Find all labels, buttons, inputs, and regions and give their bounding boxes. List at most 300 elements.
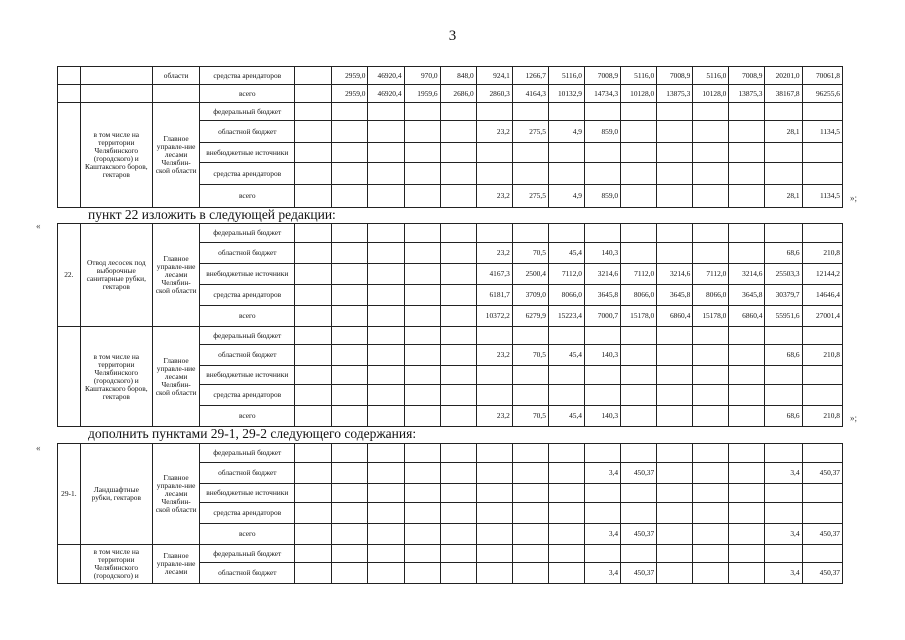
table-cell <box>476 524 512 545</box>
table-cell: 3645,8 <box>585 285 621 306</box>
table-cell <box>295 524 332 545</box>
table-cell: 3709,0 <box>512 285 548 306</box>
table-cell <box>368 345 404 366</box>
table-cell: 3,4 <box>765 463 802 484</box>
table-cell: 28,1 <box>765 121 802 143</box>
table-cell <box>693 444 729 463</box>
table-cell <box>621 545 657 563</box>
table-cell <box>729 563 765 584</box>
table-cell <box>295 121 332 143</box>
table-cell <box>440 285 476 306</box>
table-cell <box>765 366 802 385</box>
table-cell: 70,5 <box>512 345 548 366</box>
table-cell <box>657 503 693 524</box>
table-cell <box>585 503 621 524</box>
table-cell <box>693 345 729 366</box>
table-cell: 859,0 <box>585 185 621 208</box>
table-cell <box>295 545 332 563</box>
table-cell <box>332 345 368 366</box>
table-cell: 275,5 <box>512 185 548 208</box>
table-cell <box>729 444 765 463</box>
table-cell <box>476 444 512 463</box>
table-cell <box>440 545 476 563</box>
table-cell <box>657 143 693 163</box>
table-cell <box>802 327 842 345</box>
table-cell: 23,2 <box>476 243 512 264</box>
funding-source: средства арендаторов <box>200 285 295 306</box>
table-cell: 2860,3 <box>476 85 512 103</box>
table-cell <box>693 503 729 524</box>
table-cell <box>729 463 765 484</box>
table-cell: 1134,5 <box>802 121 842 143</box>
table-cell <box>404 444 440 463</box>
table-cell: 55951,6 <box>765 306 802 327</box>
table-cell: 10128,0 <box>621 85 657 103</box>
table-cell <box>729 385 765 406</box>
table-cell <box>404 524 440 545</box>
table-cell: 1959,6 <box>404 85 440 103</box>
table-cell <box>548 224 584 243</box>
table-cell <box>621 406 657 427</box>
table-cell: 450,37 <box>621 563 657 584</box>
table-cell <box>476 385 512 406</box>
table-cell: 70061,8 <box>802 67 842 85</box>
funding-source: областной бюджет <box>200 345 295 366</box>
table-cell <box>657 345 693 366</box>
table-cell <box>332 185 368 208</box>
table-cell: 3,4 <box>765 524 802 545</box>
table-cell <box>368 563 404 584</box>
table-cell: 23,2 <box>476 121 512 143</box>
table-cell: 45,4 <box>548 243 584 264</box>
table-cell <box>693 484 729 503</box>
table-cell <box>621 484 657 503</box>
table-cell <box>657 121 693 143</box>
table-cell: 3,4 <box>585 524 621 545</box>
funding-source: областной бюджет <box>200 243 295 264</box>
table-cell: 96255,6 <box>802 85 842 103</box>
funding-source: средства арендаторов <box>200 67 295 85</box>
table-cell: 210,8 <box>802 345 842 366</box>
funding-source: областной бюджет <box>200 463 295 484</box>
table-cell <box>765 103 802 121</box>
table-cell: 6181,7 <box>476 285 512 306</box>
table-cell <box>476 563 512 584</box>
table-cell: 2959,0 <box>332 85 368 103</box>
table-cell <box>295 463 332 484</box>
table-cell <box>512 103 548 121</box>
table-row <box>58 444 843 463</box>
table-cell <box>476 545 512 563</box>
table-cell: 450,37 <box>621 524 657 545</box>
table-cell <box>621 366 657 385</box>
table-cell <box>404 285 440 306</box>
table-cell <box>512 224 548 243</box>
table-cell: 15178,0 <box>621 306 657 327</box>
table-cell: 3214,6 <box>585 264 621 285</box>
table-cell: 45,4 <box>548 406 584 427</box>
funding-source: федеральный бюджет <box>200 103 295 121</box>
table-cell <box>657 385 693 406</box>
table-cell <box>476 103 512 121</box>
table-cell: 3,4 <box>585 563 621 584</box>
table-cell <box>621 121 657 143</box>
table-cell: 3,4 <box>585 463 621 484</box>
table-cell: 45,4 <box>548 345 584 366</box>
table-cell: 450,37 <box>621 463 657 484</box>
executor <box>152 85 199 103</box>
table-cell <box>404 366 440 385</box>
table-cell <box>512 563 548 584</box>
table-cell <box>548 385 584 406</box>
amendment-note-22: пункт 22 изложить в следующей редакции: <box>88 207 336 222</box>
table-cell <box>621 327 657 345</box>
table-cell <box>548 545 584 563</box>
table-cell <box>621 385 657 406</box>
table-cell: 1266,7 <box>512 67 548 85</box>
executor: Главное управле-ние лесами <box>152 545 199 584</box>
table-cell <box>368 306 404 327</box>
table-cell: 38167,8 <box>765 85 802 103</box>
table-cell <box>440 264 476 285</box>
quote-mark: « <box>36 443 41 453</box>
funding-source: всего <box>200 306 295 327</box>
funding-source: средства арендаторов <box>200 503 295 524</box>
activity-name: в том числе на территории Челябинского (городского) и Каштакского боров, гектаров <box>80 103 152 208</box>
table-cell <box>548 366 584 385</box>
table-cell <box>295 67 332 85</box>
table-cell <box>440 121 476 143</box>
table-cell: 13875,3 <box>657 85 693 103</box>
row-number: 22. <box>58 224 81 327</box>
table-cell <box>295 103 332 121</box>
table-cell <box>368 224 404 243</box>
table-cell <box>621 224 657 243</box>
table-cell: 70,5 <box>512 243 548 264</box>
table-cell: 7000,7 <box>585 306 621 327</box>
table-cell <box>295 185 332 208</box>
table-cell <box>765 143 802 163</box>
table-cell <box>585 545 621 563</box>
table-cell <box>404 503 440 524</box>
funding-source: внебюджетные источники <box>200 366 295 385</box>
table-cell <box>332 503 368 524</box>
table-cell: 1134,5 <box>802 185 842 208</box>
table-cell <box>476 463 512 484</box>
table-cell: 2500,4 <box>512 264 548 285</box>
table-cell <box>548 163 584 185</box>
table-cell <box>332 385 368 406</box>
table-cell <box>765 327 802 345</box>
table-cell: 14734,3 <box>585 85 621 103</box>
table-cell <box>621 103 657 121</box>
table-cell <box>368 121 404 143</box>
executor: Главное управле-ние лесами Челябин-ской области <box>152 327 199 427</box>
table-cell: 20201,0 <box>765 67 802 85</box>
funding-source: областной бюджет <box>200 563 295 584</box>
table-cell <box>476 327 512 345</box>
table-cell: 15223,4 <box>548 306 584 327</box>
executor: Главное управле-ние лесами Челябин-ской области <box>152 444 199 545</box>
table-cell <box>368 285 404 306</box>
table-cell <box>440 185 476 208</box>
table-cell <box>295 484 332 503</box>
table-cell <box>657 185 693 208</box>
table-cell <box>404 185 440 208</box>
table-cell <box>332 224 368 243</box>
table-cell <box>368 163 404 185</box>
activity-name <box>80 85 152 103</box>
table-cell <box>332 484 368 503</box>
table-cell <box>657 243 693 264</box>
table-part-1 <box>57 66 843 208</box>
table-cell <box>404 327 440 345</box>
table-cell: 7008,9 <box>585 67 621 85</box>
table-cell <box>512 163 548 185</box>
table-cell: 4164,3 <box>512 85 548 103</box>
table-cell <box>765 224 802 243</box>
table-row <box>58 67 843 85</box>
table-cell <box>295 163 332 185</box>
table-cell <box>802 545 842 563</box>
table-cell <box>585 224 621 243</box>
table-cell <box>657 163 693 185</box>
table-cell <box>440 163 476 185</box>
table-cell <box>368 366 404 385</box>
table-cell: 10128,0 <box>693 85 729 103</box>
table-cell <box>332 243 368 264</box>
table-cell <box>693 143 729 163</box>
table-cell <box>693 103 729 121</box>
table-cell <box>693 463 729 484</box>
table-cell <box>476 503 512 524</box>
table-cell <box>440 327 476 345</box>
table-cell <box>621 345 657 366</box>
table-cell: 859,0 <box>585 121 621 143</box>
table-cell: 450,37 <box>802 463 842 484</box>
activity-name: Отвод лесосек под выборочные санитарные рубки, гектаров <box>80 224 152 327</box>
table-row <box>58 545 843 563</box>
table-cell <box>295 85 332 103</box>
table-cell <box>440 463 476 484</box>
table-cell: 70,5 <box>512 406 548 427</box>
table-cell <box>693 224 729 243</box>
table-cell <box>404 306 440 327</box>
table-cell: 10132,9 <box>548 85 584 103</box>
table-cell <box>548 327 584 345</box>
table-cell <box>332 406 368 427</box>
table-cell <box>585 444 621 463</box>
table-cell <box>368 524 404 545</box>
table-cell <box>332 463 368 484</box>
table-cell <box>512 143 548 163</box>
table-cell <box>368 327 404 345</box>
amendment-note-29: дополнить пунктами 29-1, 29-2 следующего содержания: <box>88 426 417 441</box>
table-cell <box>693 121 729 143</box>
funding-source: всего <box>200 85 295 103</box>
table-cell: 8066,0 <box>621 285 657 306</box>
funding-source: внебюджетные источники <box>200 264 295 285</box>
table-cell <box>729 503 765 524</box>
table-cell <box>765 444 802 463</box>
table-cell <box>693 185 729 208</box>
table-cell <box>621 185 657 208</box>
table-cell <box>729 143 765 163</box>
table-cell: 14646,4 <box>802 285 842 306</box>
table-cell: 10372,2 <box>476 306 512 327</box>
funding-source: федеральный бюджет <box>200 224 295 243</box>
table-cell <box>802 503 842 524</box>
table-cell <box>512 545 548 563</box>
table-cell <box>332 563 368 584</box>
table-cell: 23,2 <box>476 406 512 427</box>
table-cell <box>440 103 476 121</box>
table-cell: 5116,0 <box>548 67 584 85</box>
table-cell <box>440 224 476 243</box>
funding-source: всего <box>200 406 295 427</box>
table-cell: 15178,0 <box>693 306 729 327</box>
table-cell <box>476 484 512 503</box>
table-cell <box>368 463 404 484</box>
table-cell <box>693 524 729 545</box>
table-cell: 68,6 <box>765 406 802 427</box>
funding-source: внебюджетные источники <box>200 143 295 163</box>
table-cell <box>802 163 842 185</box>
table-cell <box>729 243 765 264</box>
row-number <box>58 103 81 208</box>
table-cell <box>404 264 440 285</box>
table-cell <box>332 306 368 327</box>
table-cell <box>440 345 476 366</box>
table-cell <box>368 385 404 406</box>
table-cell: 8066,0 <box>693 285 729 306</box>
row-number <box>58 67 81 85</box>
table-cell <box>729 327 765 345</box>
table-cell <box>657 366 693 385</box>
table-cell <box>476 366 512 385</box>
table-cell: 140,3 <box>585 345 621 366</box>
table-cell <box>404 463 440 484</box>
table-cell: 13875,3 <box>729 85 765 103</box>
table-cell <box>368 143 404 163</box>
table-cell <box>657 224 693 243</box>
table-cell <box>368 545 404 563</box>
table-cell <box>585 385 621 406</box>
table-cell <box>585 366 621 385</box>
table-cell <box>404 163 440 185</box>
table-cell <box>585 484 621 503</box>
funding-source: средства арендаторов <box>200 163 295 185</box>
end-mark: »; <box>850 413 858 423</box>
funding-source: федеральный бюджет <box>200 444 295 463</box>
table-cell <box>332 121 368 143</box>
table-cell: 7112,0 <box>548 264 584 285</box>
table-cell <box>693 563 729 584</box>
table-cell <box>657 327 693 345</box>
table-cell <box>657 103 693 121</box>
table-cell <box>368 444 404 463</box>
table-cell <box>295 406 332 427</box>
funding-source: федеральный бюджет <box>200 327 295 345</box>
table-cell <box>295 285 332 306</box>
table-cell <box>440 243 476 264</box>
table-cell: 140,3 <box>585 406 621 427</box>
table-cell <box>693 243 729 264</box>
table-cell: 68,6 <box>765 243 802 264</box>
table-cell <box>368 243 404 264</box>
table-cell <box>693 366 729 385</box>
table-cell: 7112,0 <box>693 264 729 285</box>
table-cell: 924,1 <box>476 67 512 85</box>
table-cell <box>548 524 584 545</box>
table-cell <box>765 545 802 563</box>
table-cell <box>440 366 476 385</box>
table-cell <box>802 143 842 163</box>
table-cell <box>512 385 548 406</box>
table-cell <box>476 163 512 185</box>
table-cell <box>657 406 693 427</box>
table-cell <box>332 545 368 563</box>
table-cell: 210,8 <box>802 406 842 427</box>
table-cell <box>585 143 621 163</box>
table-cell <box>802 444 842 463</box>
table-cell <box>657 463 693 484</box>
table-cell: 140,3 <box>585 243 621 264</box>
table-cell <box>295 563 332 584</box>
table-cell <box>512 327 548 345</box>
table-cell <box>512 484 548 503</box>
row-number <box>58 327 81 427</box>
activity-name: Ландшафтные рубки, гектаров <box>80 444 152 545</box>
table-cell <box>440 385 476 406</box>
table-cell <box>765 503 802 524</box>
table-cell <box>729 484 765 503</box>
table-cell: 28,1 <box>765 185 802 208</box>
table-cell <box>548 503 584 524</box>
page-number: 3 <box>448 28 457 44</box>
table-row <box>58 224 843 243</box>
table-cell <box>404 224 440 243</box>
table-cell: 3214,6 <box>729 264 765 285</box>
table-cell: 3645,8 <box>657 285 693 306</box>
table-cell <box>368 185 404 208</box>
table-cell: 6279,9 <box>512 306 548 327</box>
table-cell <box>295 444 332 463</box>
funding-source: внебюджетные источники <box>200 484 295 503</box>
table-cell <box>802 366 842 385</box>
table-cell: 5116,0 <box>693 67 729 85</box>
executor: Главное управле-ние лесами Челябин-ской области <box>152 224 199 327</box>
table-cell <box>295 143 332 163</box>
table-cell <box>404 563 440 584</box>
table-cell <box>585 327 621 345</box>
table-cell <box>729 545 765 563</box>
table-cell: 3214,6 <box>657 264 693 285</box>
table-cell <box>729 366 765 385</box>
activity-name <box>80 67 152 85</box>
table-cell: 23,2 <box>476 345 512 366</box>
table-cell: 3645,8 <box>729 285 765 306</box>
table-cell <box>368 503 404 524</box>
table-cell <box>295 366 332 385</box>
table-cell <box>368 484 404 503</box>
table-cell: 46920,4 <box>368 67 404 85</box>
table-cell <box>404 545 440 563</box>
table-cell: 7008,9 <box>729 67 765 85</box>
table-cell: 25503,3 <box>765 264 802 285</box>
table-row <box>58 85 843 103</box>
table-cell <box>548 444 584 463</box>
